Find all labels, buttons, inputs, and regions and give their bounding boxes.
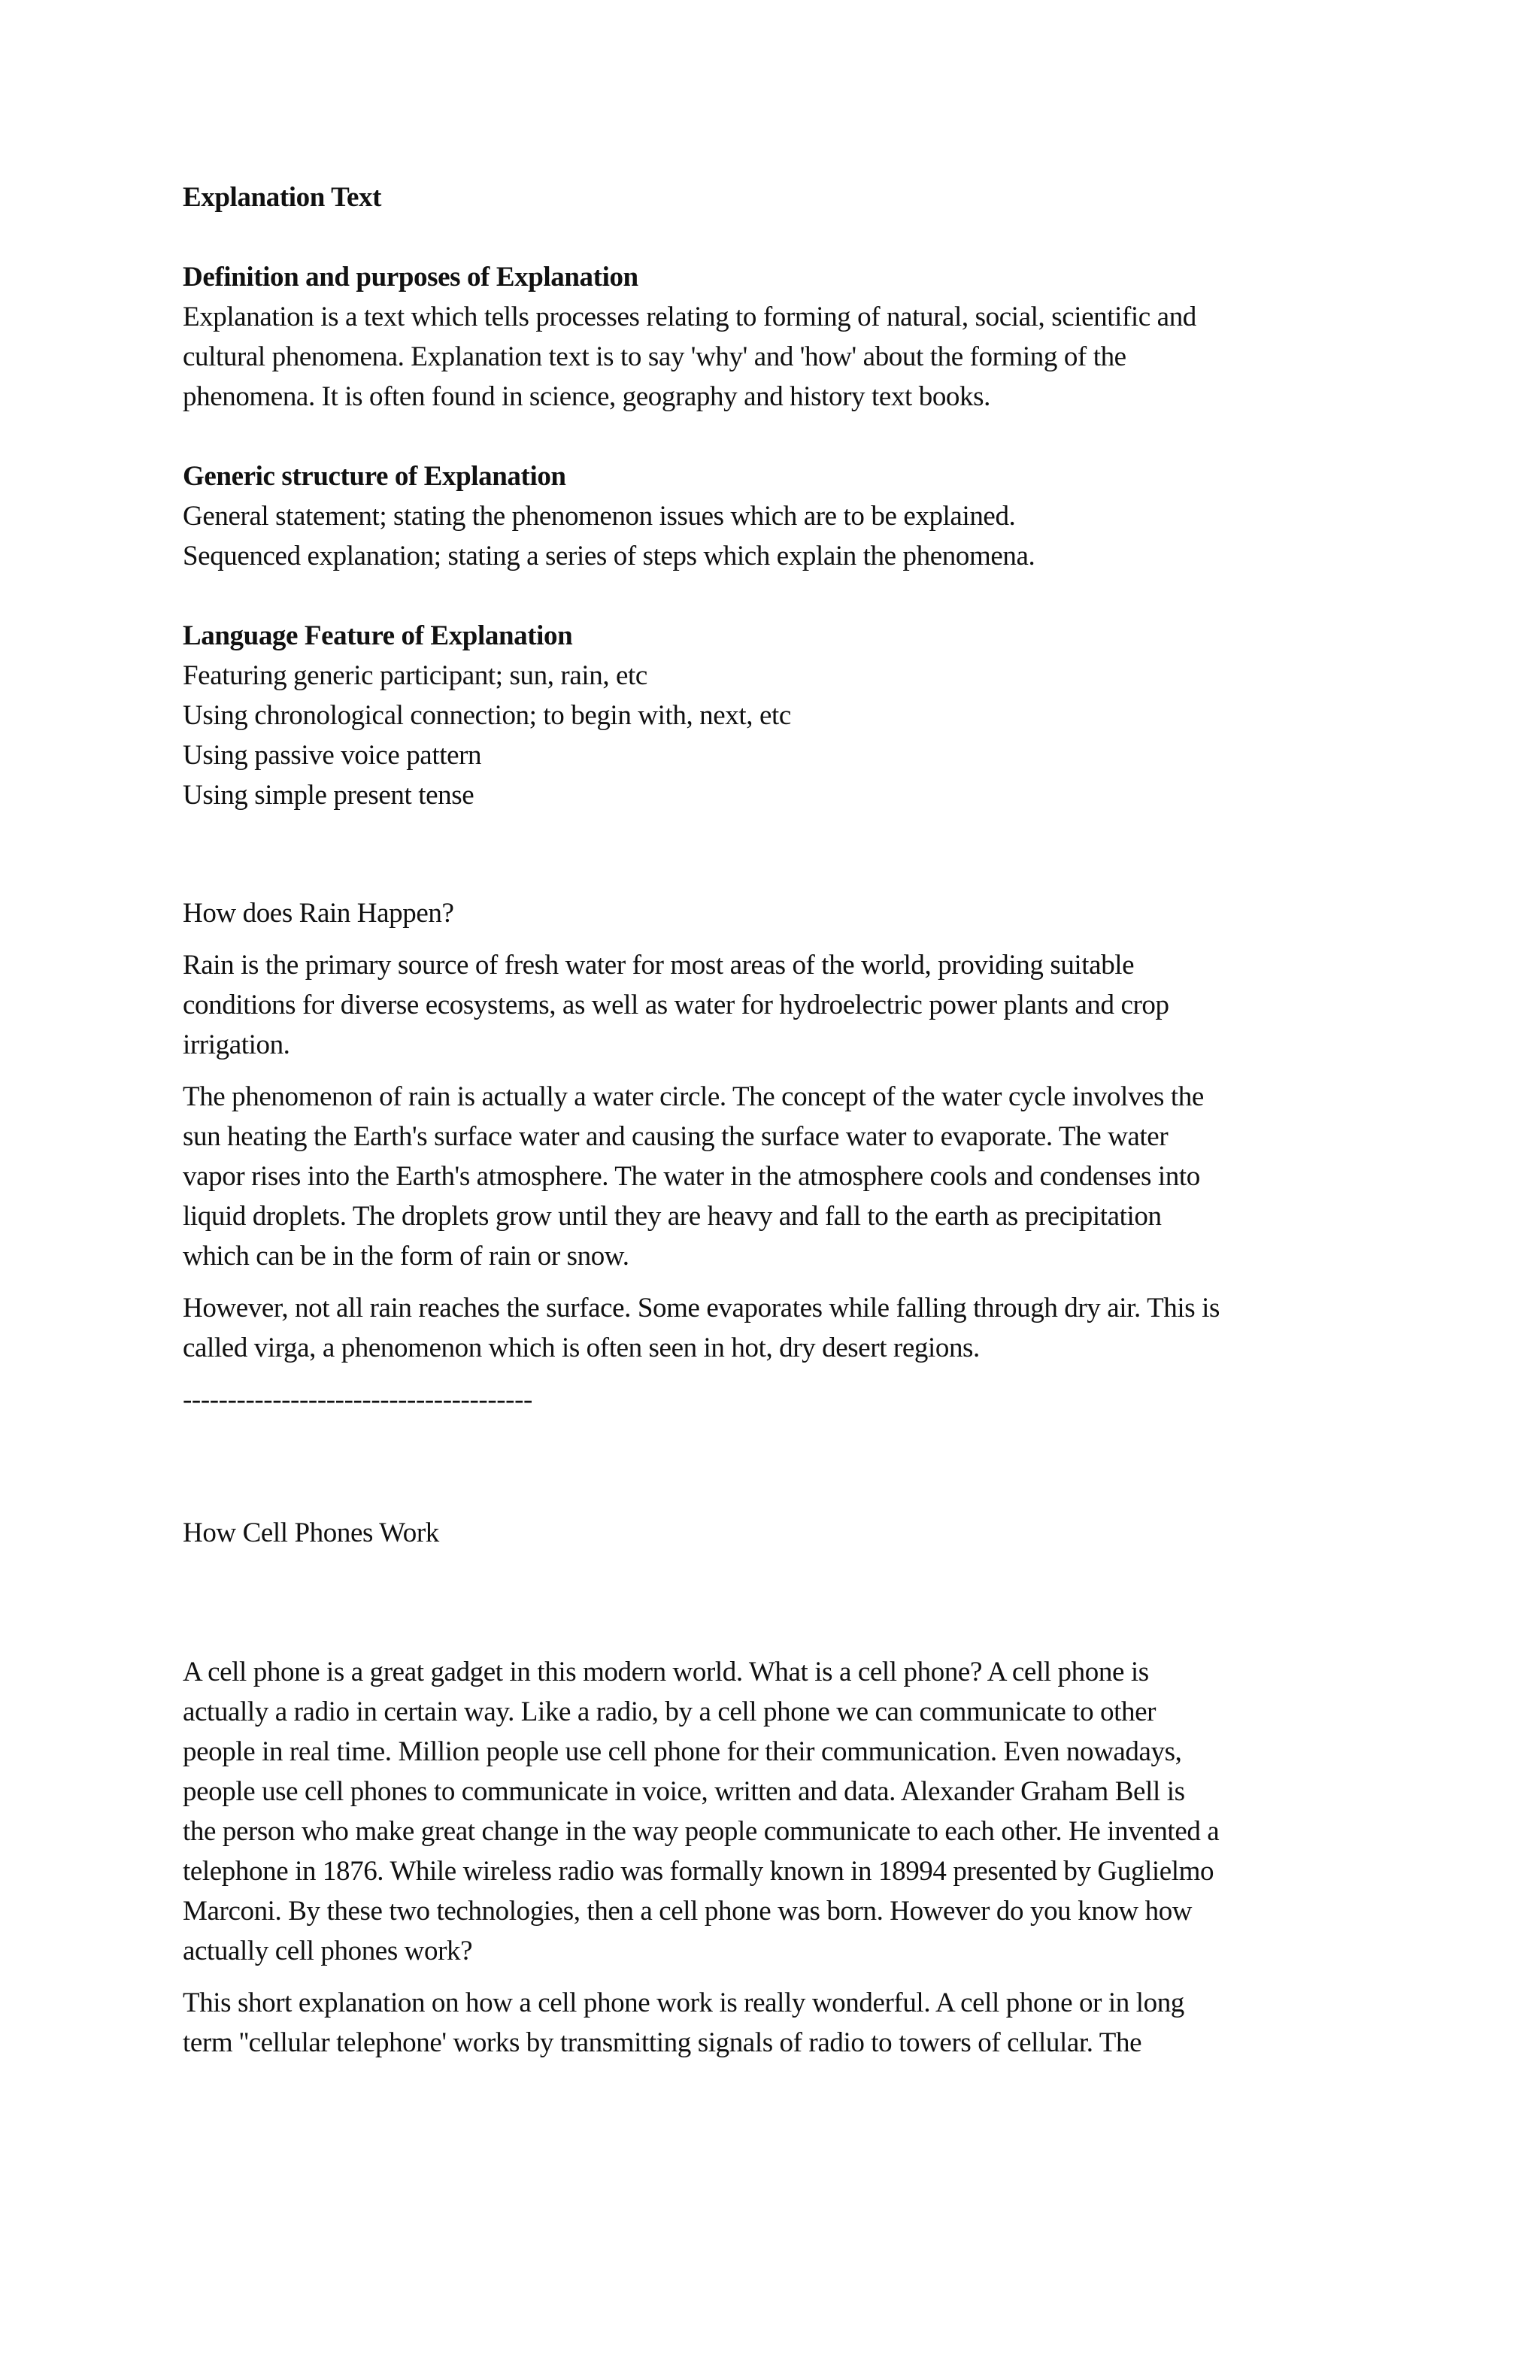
text-line: Marconi. By these two technologies, then a cell phone was born. However do you know how [183,1896,1193,1927]
language-feature-heading: Language Feature of Explanation [183,620,573,651]
text-line: which can be in the form of rain or snow. [183,1241,629,1272]
text-line: Explanation is a text which tells processes relating to forming of natural, social, scientific and [183,302,1196,332]
generic-structure-section [183,456,1356,576]
text-line: liquid droplets. The droplets grow until they are heavy and fall to the earth as precipitation [183,1201,1162,1232]
text-line: Sequenced explanation; stating a series of steps which explain the phenomena. [183,541,1035,572]
text-line: actually cell phones work? [183,1936,473,1966]
text-line: Using chronological connection; to begin with, next, etc [183,700,791,731]
text-line: phenomena. It is often found in science, geography and history text books. [183,381,990,412]
text-line: General statement; stating the phenomenon issues which are to be explained. [183,501,1016,532]
rain-paragraph [183,1077,1356,1276]
cell-title: How Cell Phones Work [183,1517,439,1548]
rain-paragraph [183,945,1356,1065]
language-feature-section [183,616,1356,815]
cell-paragraph [183,1983,1356,2063]
text-line: sun heating the Earth's surface water and causing the surface water to evaporate. The water [183,1121,1169,1152]
text-line: Featuring generic participant; sun, rain, etc [183,660,647,691]
document-title: Explanation Text [183,182,381,213]
text-line: The phenomenon of rain is actually a water circle. The concept of the water cycle involves the [183,1081,1204,1112]
text-line: This short explanation on how a cell phone work is really wonderful. A cell phone or in long [183,1987,1184,2018]
text-line: However, not all rain reaches the surface. Some evaporates while falling through dry air. This is [183,1293,1220,1323]
text-line: people use cell phones to communicate in voice, written and data. Alexander Graham Bell is [183,1776,1185,1807]
text-line: actually a radio in certain way. Like a radio, by a cell phone we can communicate to other [183,1696,1157,1727]
text-line: irrigation. [183,1029,290,1060]
text-line: Using passive voice pattern [183,740,482,771]
definition-section [183,257,1356,417]
text-line: called virga, a phenomenon which is often seen in hot, dry desert regions. [183,1332,980,1363]
text-line: conditions for diverse ecosystems, as well as water for hydroelectric power plants and crop [183,990,1169,1020]
rain-title: How does Rain Happen? [183,898,454,929]
section-separator: --------------------------------------- [183,1384,532,1415]
document-body [183,177,1356,2063]
text-line: term ''cellular telephone' works by transmitting signals of radio to towers of cellular. The [183,2027,1142,2058]
text-line: telephone in 1876. While wireless radio was formally known in 18994 presented by Guglielmo [183,1856,1214,1887]
cell-paragraph [183,1652,1356,1971]
rain-paragraph [183,1288,1356,1368]
text-line: Using simple present tense [183,780,474,811]
text-line: Rain is the primary source of fresh water for most areas of the world, providing suitable [183,950,1135,981]
definition-heading: Definition and purposes of Explanation [183,262,638,293]
generic-structure-heading: Generic structure of Explanation [183,461,566,492]
text-line: cultural phenomena. Explanation text is to say 'why' and 'how' about the forming of the [183,341,1126,372]
text-line: people in real time. Million people use cell phone for their communication. Even nowadays, [183,1736,1182,1767]
text-line: vapor rises into the Earth's atmosphere. The water in the atmosphere cools and condenses into [183,1161,1200,1192]
text-line: the person who make great change in the way people communicate to each other. He invented a [183,1816,1220,1847]
text-line: A cell phone is a great gadget in this modern world. What is a cell phone? A cell phone is [183,1657,1149,1687]
